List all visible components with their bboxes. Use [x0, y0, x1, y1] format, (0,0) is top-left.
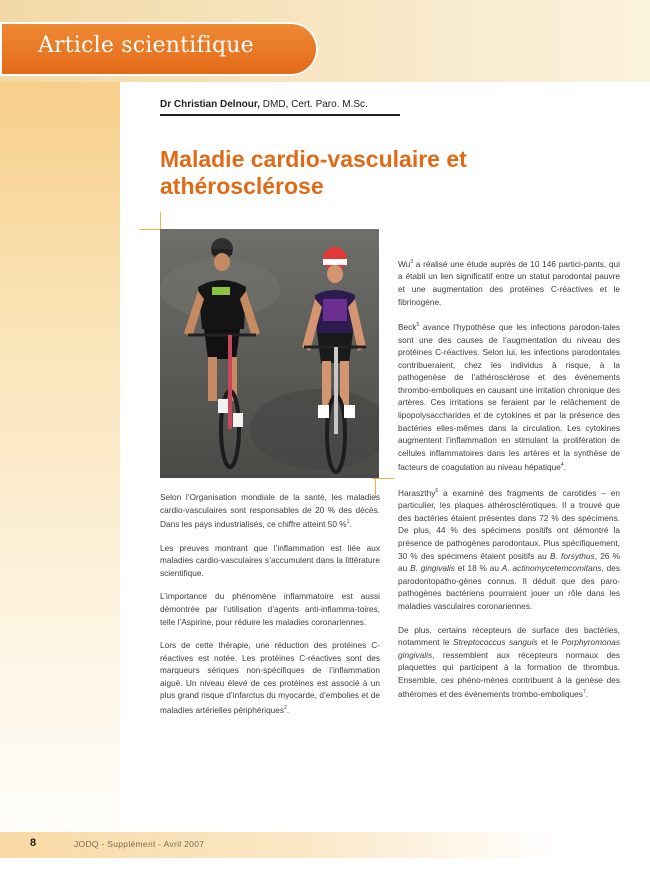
author-rule — [160, 114, 400, 116]
author-line — [160, 99, 368, 110]
paragraph: Lors de cette thérapie, une réduction des protéines C-réactives est notée. Les protéines C-réactives sont des marqueurs sériques non-spécifiques de l’inflammation aiguë. Un niveau élevé de ces protéines est associé à un plus grand risque d’infarctus du myocarde, d’embolies et de maladies artérielles périphériques$^2$. — [160, 640, 380, 715]
paragraph: Haraszthy$^6$ a examiné des fragments de carotides – en particulier, les plaques athérosclérotiques. Il a trouvé que des bactéries étaient présentes dans 72 % des spécimens. De plus, 44 % des spécimens positifs ont démontré la présence de pathogènes parodontaux. Plus spécifiquement, 30 % des spécimens étaient positifs au B. forsythus, 26 % au B. gingivalis et 18 % au A. actinomycetemcomitans, des parodontopatho-gènes connus. Il déduit que des paro-pathogènes bactériens pourraient jouer un rôle dans les maladies vasculaires coronariennes. — [398, 487, 620, 611]
article-title-line-1: Maladie cardio-vasculaire et — [160, 146, 467, 172]
article-title — [160, 146, 540, 200]
cyclists-photo — [160, 229, 379, 478]
left-column — [160, 491, 380, 727]
paragraph: Les preuves montrant que l’inflammation est liée aux maladies cardio-vasculaires s’accumulent dans la littérature scientifique. — [160, 542, 380, 578]
article-title-line-2: athérosclérose — [160, 173, 324, 199]
paragraph: Wu$^3$ a réalisé une étude auprès de 10 146 partici-pants, qui a établi un lien significatif entre un statut parodontal pauvre et une augmentation des protéines C-réactives et le fibrinogène. — [398, 258, 620, 307]
paragraph: De plus, certains récepteurs de surface des bactéries, notamment le Streptococcus sanguis et le Porphyromonas gingivalis, ressemblent aux récepteurs normaux des plaquettes qui participent à la formation de thrombus. Ensemble, ces phéno-mènes contribuent à la genèse des athéromes et des événements trombo-emboliques$^7$. — [398, 624, 620, 700]
section-title: Article scientifique — [38, 33, 254, 58]
paragraph: L’importance du phénomène inflammatoire est aussi démontrée par l’utilisation d’agents anti-inflamma-toires, telle l’Aspirine, pour réduire les maladies coronariennes. — [160, 591, 380, 627]
crop-mark — [140, 229, 162, 230]
side-gradient-band — [0, 0, 120, 870]
page-number: 8 — [30, 837, 37, 849]
paragraph: Beck$^5$ avance l’hypothèse que les infections parodon-tales sont une des causes de l’augmentation du niveau des protéines C-réactives. Selon lui, les infections parodontales contribueraient, chez les individus à risque, à la pathogenèse de l’athérosclérose et des événements thrombo-emboliques en causant une irritation chronique des artères. Ces irritations se feraient par le relâchement de lipopolysaccharides et de cytokines et par la présence des bactéries elles-mêmes dans la circulation. Les cytokines augmentent l’inflammation en stimulant la prolifération de cellules inflammatoires dans les artères et la synthèse de facteurs de coagulation au niveau hépatique$^4$. — [398, 321, 620, 473]
right-column — [398, 256, 620, 712]
author-name: Dr Christian Delnour, — [160, 99, 261, 110]
author-credentials: DMD, Cert. Paro. M.Sc. — [260, 99, 368, 110]
paragraph: Selon l’Organisation mondiale de la santé, les maladies cardio-vasculaires sont responsables de 20 % des décès. Dans les pays industrialisés, ce chiffre atteint 50 %$^1$. — [160, 492, 380, 529]
publication-info: JODQ - Supplément - Avril 2007 — [74, 839, 205, 849]
